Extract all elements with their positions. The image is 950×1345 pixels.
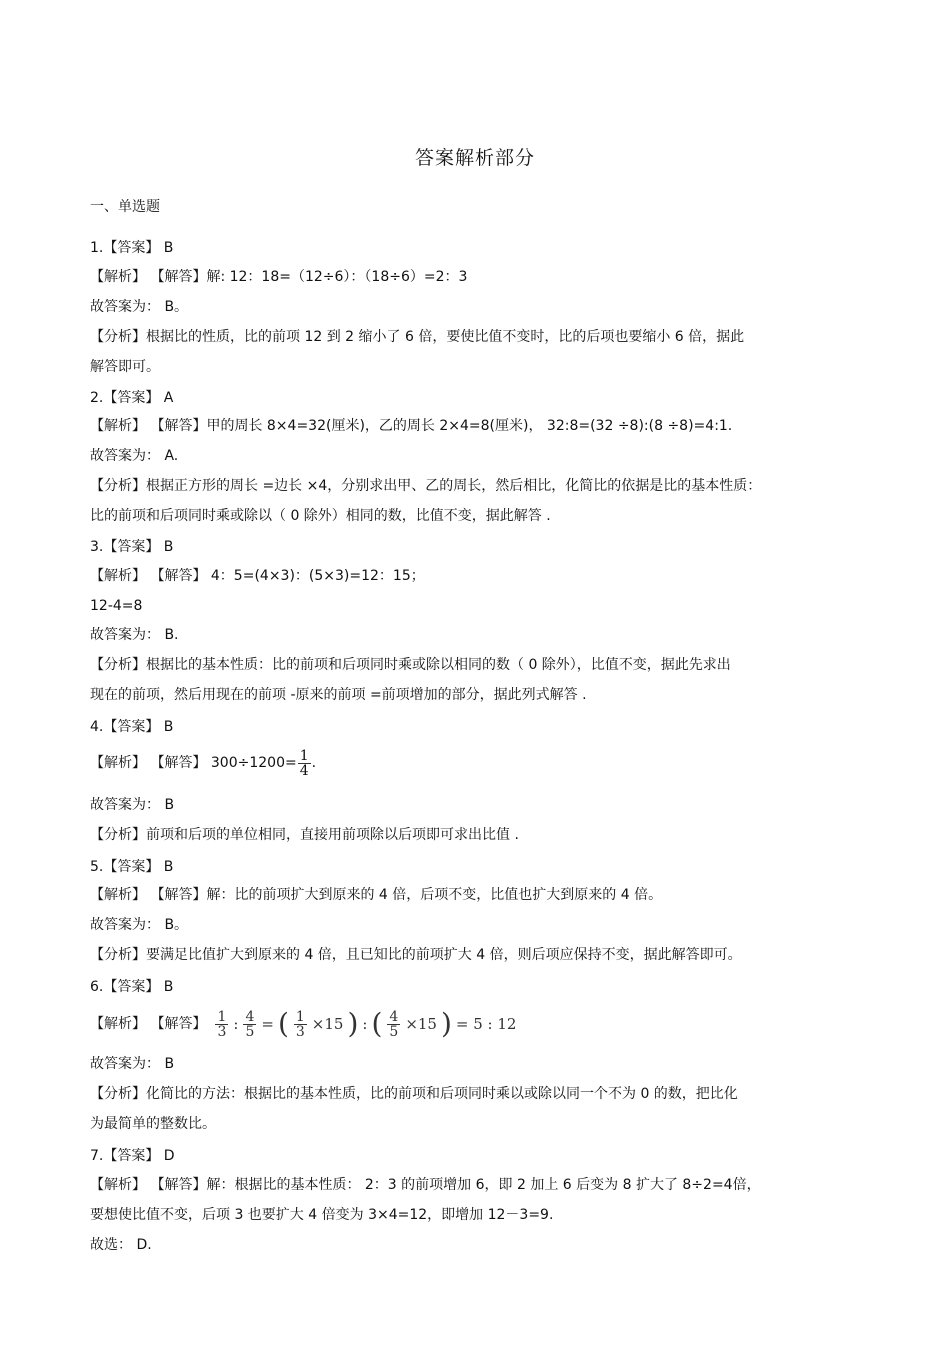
q3-answer: 3.【答案】 B xyxy=(90,539,174,555)
q2-answer: 2.【答案】 A xyxy=(90,390,174,406)
q2-analysis-cont: 比的前项和后项同时乘或除以（ 0 除外）相同的数，比值不变，据此解答 . xyxy=(90,508,551,524)
q7-solution-cont: 要想使比值不变，后项 3 也要扩大 4 倍变为 3×4=12，即增加 12－3=9. xyxy=(90,1207,554,1223)
fraction-one-quarter: $\frac{1}{4}$ xyxy=(299,747,309,779)
q5-solution: 【解析】 【解答】解：比的前项扩大到原来的 4 倍，后项不变，比值也扩大到原来的 4 倍。 xyxy=(90,887,663,903)
q7-answer: 7.【答案】 D xyxy=(90,1148,175,1164)
q3-analysis: 【分析】根据比的基本性质：比的前项和后项同时乘或除以相同的数（ 0 除外），比值不变，据此先求出 xyxy=(90,657,731,673)
section-heading: 一、单选题 xyxy=(90,199,160,215)
q5-conclusion: 故答案为： B。 xyxy=(90,917,189,933)
q6-solution-label: 【解析】 【解答】 xyxy=(90,1016,207,1032)
q1-answer: 1.【答案】 B xyxy=(90,240,174,256)
q6-analysis-cont: 为最简单的整数比。 xyxy=(90,1116,216,1132)
q3-solution-step: 12-4=8 xyxy=(90,598,143,614)
q7-solution: 【解析】 【解答】解：根据比的基本性质： 2：3 的前项增加 6，即 2 加上 6 后变为 8 扩大了 8÷2=4倍， xyxy=(90,1177,761,1193)
q3-analysis-cont: 现在的前项，然后用现在的前项 -原来的前项 =前项增加的部分，据此列式解答 . xyxy=(90,687,587,703)
q1-analysis-cont: 解答即可。 xyxy=(90,359,160,375)
q4-solution: 【解析】 【解答】 300÷1200= $\frac{1}{4}$ . xyxy=(90,747,317,779)
q1-analysis: 【分析】根据比的性质，比的前项 12 到 2 缩小了 6 倍，要使比值不变时，比的后项也要缩小 6 倍，据此 xyxy=(90,329,745,345)
q7-conclusion: 故选： D. xyxy=(90,1237,152,1253)
q4-analysis: 【分析】前项和后项的单位相同，直接用前项除以后项即可求出比值 . xyxy=(90,827,519,843)
q4-conclusion: 故答案为： B xyxy=(90,797,175,813)
q6-math-expression: $\frac{1}{3}$ : $\frac{4}{5}$ = ( $\frac{1}{3}$ ×15 ) : ( $\frac{4}{5}$ ×15 ) = 5 : 12 xyxy=(217,1007,517,1040)
q2-solution: 【解析】 【解答】甲的周长 8×4=32(厘米)，乙的周长 2×4=8(厘米)， 32:8=(32 ÷8):(8 ÷8)=4:1. xyxy=(90,418,733,434)
q1-conclusion: 故答案为： B。 xyxy=(90,299,189,315)
q6-solution xyxy=(90,1006,865,1042)
q6-conclusion: 故答案为： B xyxy=(90,1056,175,1072)
page-title: 答案解析部分 xyxy=(414,147,535,169)
q4-solution-text: 【解析】 【解答】 300÷1200= xyxy=(90,755,297,771)
q3-solution: 【解析】 【解答】 4：5=(4×3)：(5×3)=12：15； xyxy=(90,568,425,584)
q2-analysis: 【分析】根据正方形的周长 =边长 ×4，分别求出甲、乙的周长，然后相比，化简比的依据是比的基本性质： xyxy=(90,478,762,494)
q4-answer: 4.【答案】 B xyxy=(90,719,174,735)
q5-answer: 5.【答案】 B xyxy=(90,859,174,875)
q6-answer: 6.【答案】 B xyxy=(90,979,174,995)
q1-solution: 【解析】 【解答】解: 12：18=（12÷6）：（18÷6）=2：3 xyxy=(90,269,468,285)
q6-analysis: 【分析】化简比的方法：根据比的基本性质，比的前项和后项同时乘以或除以同一个不为 0 的数，把比化 xyxy=(90,1086,738,1102)
q2-conclusion: 故答案为： A. xyxy=(90,448,179,464)
q5-analysis: 【分析】要满足比值扩大到原来的 4 倍，且已知比的前项扩大 4 倍，则后项应保持不变，据此解答即可。 xyxy=(90,947,742,963)
q3-conclusion: 故答案为： B. xyxy=(90,627,179,643)
